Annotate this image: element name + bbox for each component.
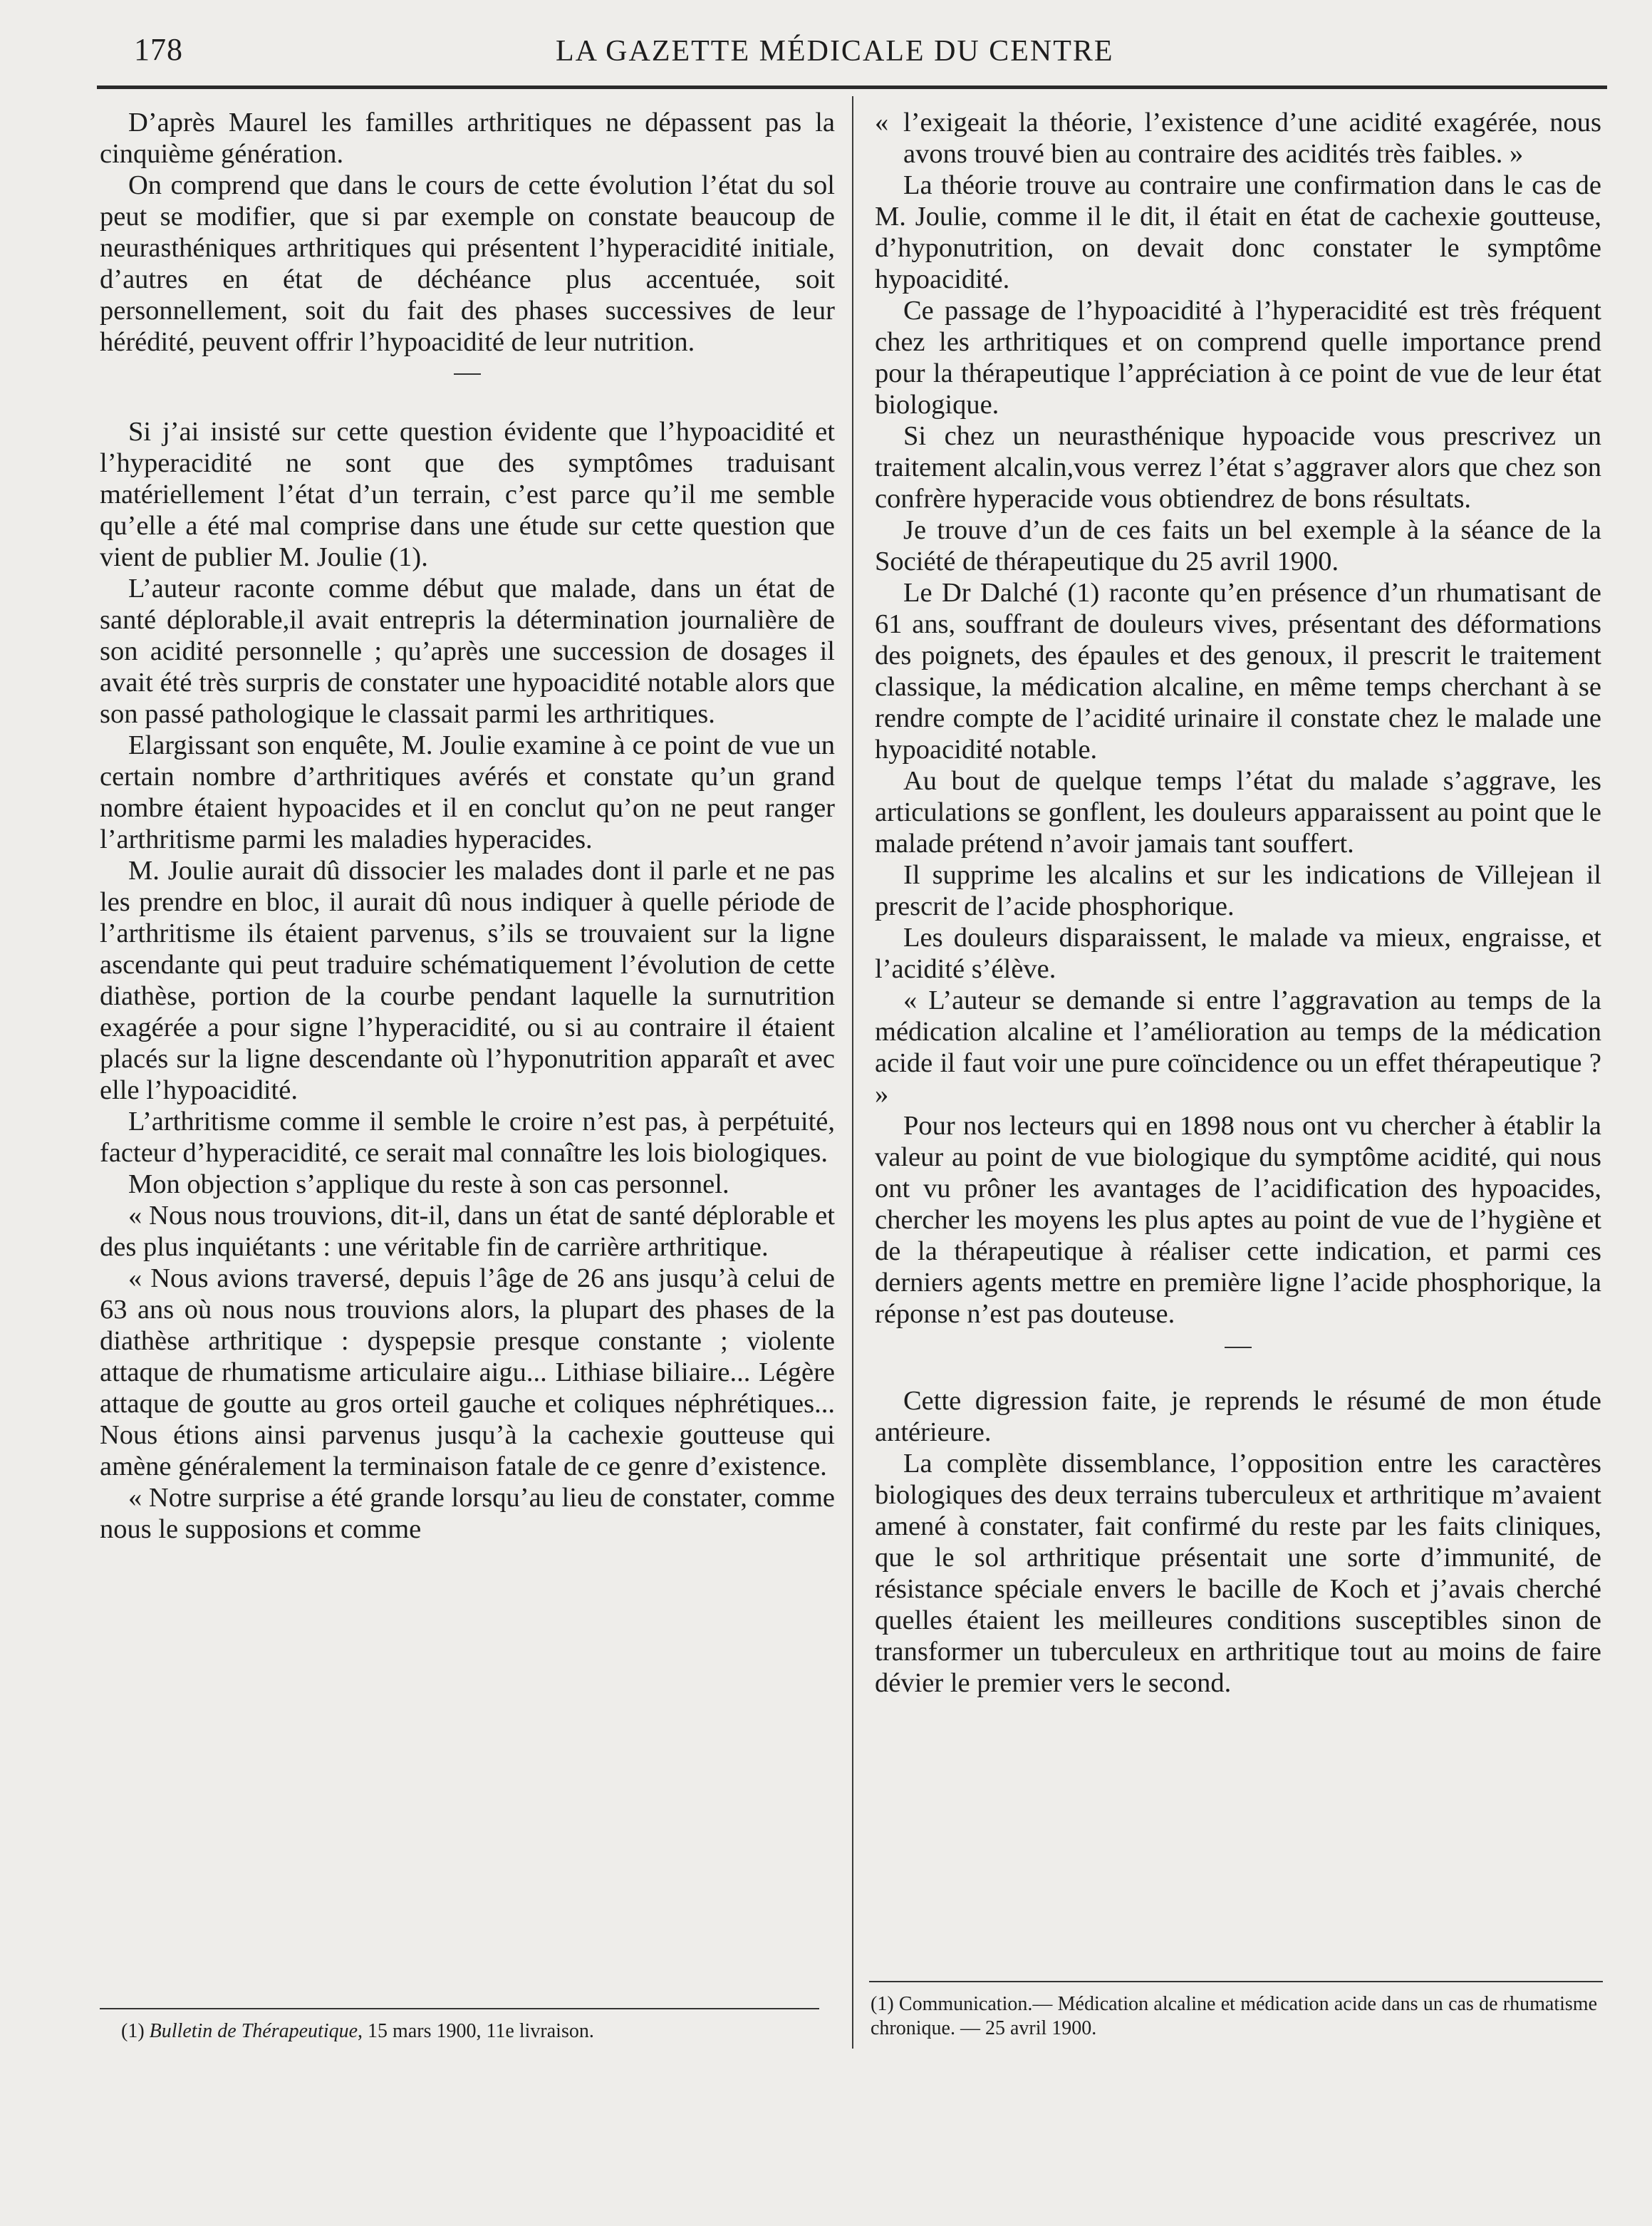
footnote-rule-left — [100, 2008, 819, 2009]
column-divider — [852, 96, 853, 2049]
paragraph: M. Joulie aurait dû dissocier les malades dont il parle et ne pas les prendre en bloc, il aurait dû nous indiquer à quelle période de l’arthritisme ils étaient parvenus, s’ils se trouvaient sur la ligne ascendante qui peut traduire schématiquement l’évolution de cette diathèse, portion de la courbe pendant laquelle la surnutrition exagérée a pour signe l’hyperacidité, ou si au contraire il étaient placés sur la ligne descendante où l’hyponutrition apparaît et avec elle l’hypoacidité. — [100, 856, 835, 1105]
paragraph: L’auteur raconte comme début que malade, dans un état de santé déplorable,il avait entrepris la détermination journalière de son acidité personnelle ; qu’après une succession de dosages il avait été très surpris de constater une hypoacidité notable alors que son passé pathologique le classait parmi les arthritiques. — [100, 574, 835, 729]
paragraph: Les douleurs disparaissent, le malade va mieux, engraisse, et l’acidité s’élève. — [875, 923, 1601, 984]
paragraph: D’après Maurel les familles arthritiques ne dépassent pas la cinquième génération. — [100, 108, 835, 169]
paragraph: Mon objection s’applique du reste à son cas personnel. — [128, 1169, 729, 1199]
page-number: 178 — [134, 32, 183, 67]
paragraph: Je trouve d’un de ces faits un bel exemple à la séance de la Société de thérapeutique du 25 avril 1900. — [875, 515, 1601, 576]
footnote-left — [121, 2019, 805, 2044]
right-column — [875, 107, 1601, 1699]
paragraph: Elargissant son enquête, M. Joulie examine à ce point de vue un certain nombre d’arthritiques avérés et constate qu’un grand nombre étaient hypoacides et il en conclut qu’on ne peut ranger l’arthritisme parmi les maladies hyperacides. — [100, 730, 835, 854]
paragraph: On comprend que dans le cours de cette évolution l’état du sol peut se modifier, que si par exemple on constate beaucoup de neurasthéniques arthritiques qui présentent l’hyperacidité initiale, d’autres en état de déchéance plus accentuée, soit personnellement, soit du fait des phases successives de leur hérédité, peuvent offrir l’hypoacidité de leur nutrition. — [100, 170, 835, 357]
quotation: « Nous avions traversé, depuis l’âge de 26 ans jusqu’à celui de 63 ans où nous nous trouvions alors, la plupart des phases de la diathèse arthritique : dyspepsie presque constante ; violente attaque de rhumatisme articulaire aigu... Lithiase biliaire... Légère attaque de goutte au gros orteil gauche et coliques néphrétiques... Nous étions ainsi parvenus jusqu’à la cachexie goutteuse qui amène généralement la terminaison fatale de ce genre d’existence. — [100, 1263, 835, 1481]
section-separator — [1225, 1347, 1252, 1348]
quotation-continued: « l’exigeait la théorie, l’existence d’une acidité exagérée, nous avons trouvé bien au contraire des acidités très faibles. » — [875, 107, 1601, 170]
left-column — [100, 107, 835, 1545]
paragraph: Il supprime les alcalins et sur les indications de Villejean il prescrit de l’acide phosphorique. — [875, 860, 1601, 921]
footnote-right: (1) Communication.— Médication alcaline et médication acide dans un cas de rhumatisme chronique. — 25 avril 1900. — [871, 1993, 1597, 2039]
quotation: « Nous nous trouvions, dit-il, dans un état de santé déplorable et des plus inquiétants : une véritable fin de carrière arthritique. — [100, 1201, 835, 1262]
running-title: LA GAZETTE MÉDICALE DU CENTRE — [556, 35, 1114, 68]
paragraph: Au bout de quelque temps l’état du malade s’aggrave, les articulations se gonflent, les douleurs apparaissent au point que le malade prétend n’avoir jamais tant souffert. — [875, 766, 1601, 859]
paragraph: L’arthritisme comme il semble le croire n’est pas, à perpétuité, facteur d’hyperacidité, ce serait mal connaître les lois biologiques. — [100, 1107, 835, 1168]
footnote-marker: (1) — [121, 2020, 150, 2042]
paragraph: Pour nos lecteurs qui en 1898 nous ont vu chercher à établir la valeur au point de vue biologique du symptôme acidité, qui nous ont vu prôner les avantages de l’acidification des hypoacides, chercher les moyens les plus aptes au point de vue de l’hygiène et de la thérapeutique à réaliser cette indication, et parmi ces derniers agents mettre en première ligne l’acide phosphorique, la réponse n’est pas douteuse. — [875, 1111, 1601, 1329]
paragraph: Si chez un neurasthénique hypoacide vous prescrivez un traitement alcalin,vous verrez l’état s’aggraver alors que chez son confrère hyperacide vous obtiendrez de bons résultats. — [875, 421, 1601, 514]
paragraph: Le Dr Dalché (1) raconte qu’en présence d’un rhumatisant de 61 ans, souffrant de douleurs vives, présentant des déformations des poignets, des épaules et des genoux, il prescrit le traitement classique, la médication alcaline, en même temps cherchant à se rendre compte de l’acidité urinaire il constate chez le malade une hypoacidité notable. — [875, 578, 1601, 765]
paragraph: La théorie trouve au contraire une confirmation dans le cas de M. Joulie, comme il le dit, il était en état de cachexie goutteuse, d’hyponutrition, on devait donc constater le symptôme hypoacidité. — [875, 170, 1601, 294]
paragraph: Ce passage de l’hypoacidité à l’hyperacidité est très fréquent chez les arthritiques et on comprend quelle importance prend pour la thérapeutique l’appréciation à ce point de vue de leur état biologique. — [875, 296, 1601, 420]
section-separator — [454, 373, 481, 375]
footnote-details: , 15 mars 1900, 11e livraison. — [358, 2020, 594, 2042]
paragraph: La complète dissemblance, l’opposition entre les caractères biologiques des deux terrains tuberculeux et arthritique m’avaient amené à constater, fait confirmé du reste par les faits cliniques, que le sol arthritique présentait une sorte d’immunité, de résistance spéciale envers le bacille de Koch et j’avais cherché quelles étaient les meilleures conditions susceptibles sinon de transformer un tuberculeux en arthritique tout au moins de faire dévier le premier vers le second. — [875, 1449, 1601, 1698]
footnote-rule-right — [869, 1981, 1603, 1982]
quotation: « Notre surprise a été grande lorsqu’au lieu de constater, comme nous le supposions et comme — [100, 1483, 835, 1544]
paragraph: Cette digression faite, je reprends le résumé de mon étude antérieure. — [875, 1386, 1601, 1447]
quotation: « L’auteur se demande si entre l’aggravation au temps de la médication alcaline et l’amélioration au temps de la médication acide il faut voir une pure coïncidence ou un effet thérapeutique ? » — [875, 985, 1601, 1109]
paragraph: Si j’ai insisté sur cette question évidente que l’hypoacidité et l’hyperacidité ne sont que des symptômes traduisant matériellement l’état d’un terrain, c’est parce qu’il me semble qu’elle a été mal comprise dans une étude sur cette question que vient de publier M. Joulie (1). — [100, 417, 835, 572]
header-rule — [97, 86, 1607, 89]
footnote-journal-title: Bulletin de Thérapeutique — [149, 2020, 358, 2042]
